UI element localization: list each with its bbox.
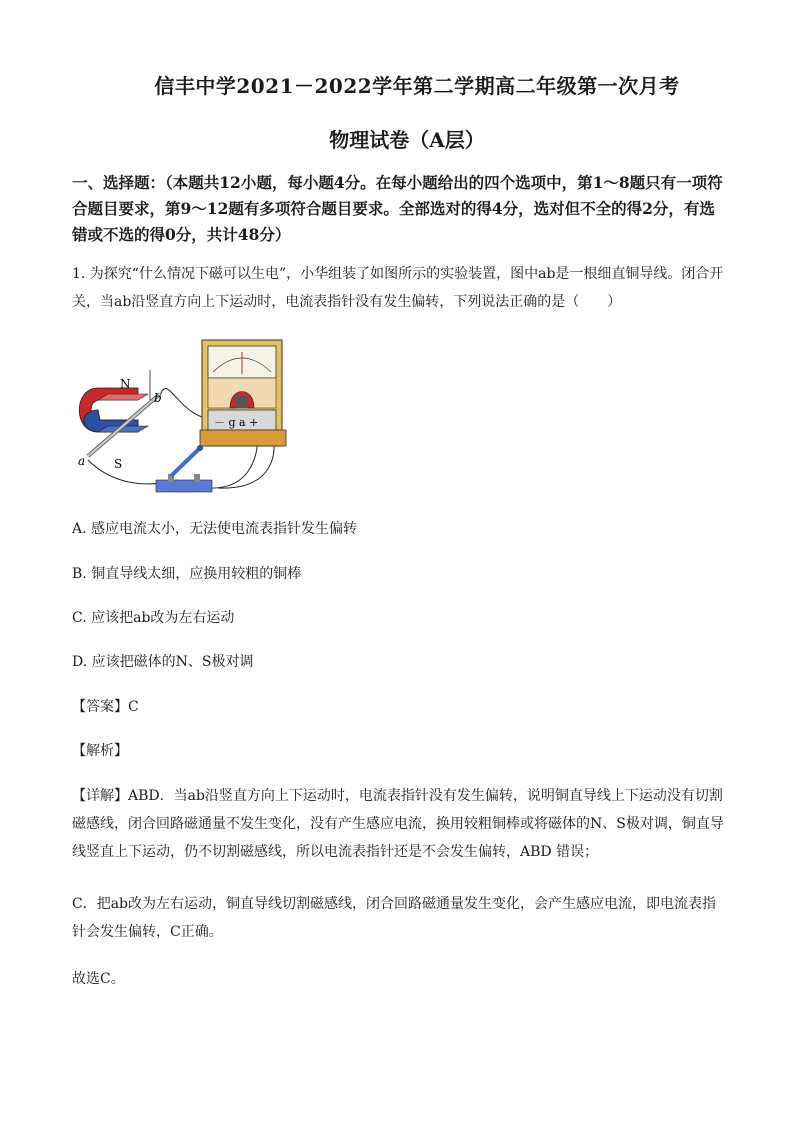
option-b: B. 铜直导线太细，应换用较粗的铜棒 — [72, 566, 302, 582]
switch — [156, 445, 212, 492]
analysis-label: 【解析】 — [72, 743, 128, 759]
label-N: N — [120, 377, 131, 391]
conclusion: 故选C。 — [72, 971, 125, 987]
label-a: a — [78, 454, 86, 468]
label-S: S — [114, 457, 123, 471]
label-b: b — [154, 391, 162, 405]
horseshoe-magnet — [79, 388, 148, 432]
exam-title: 信丰中学2021－2022学年第二学期高二年级第一次月考 — [154, 74, 680, 98]
question-1-stem: 1. 为探究“什么情况下磁可以生电”，小华组装了如图所示的实验装置，图中ab是一根细直铜导线。闭合开关，当ab沿竖直方向上下运动时，电流表指针没有发生偏转，下列说法正确的是（ ） — [72, 266, 724, 310]
option-d: D. 应该把磁体的N、S极对调 — [72, 654, 254, 670]
experiment-figure — [68, 330, 304, 505]
option-a: A. 感应电流太小，无法使电流表指针发生偏转 — [72, 521, 358, 537]
answer-label: 【答案】C — [72, 699, 139, 715]
section-heading: 一、选择题：（本题共12小题，每小题4分。在每小题给出的四个选项中，第1～8题只有一项符合题目要求，第9～12题有多项符合题目要求。全部选对的得4分，选对但不全的得2分，有选错或不选的得0分，共计48分） — [72, 173, 723, 244]
meter-terminals: － g a + — [214, 416, 259, 429]
detail-paragraph-1: 【详解】ABD．当ab沿竖直方向上下运动时，电流表指针没有发生偏转，说明铜直导线上下运动没有切割磁感线，闭合回路磁通量不发生变化，没有产生感应电流，换用较粗铜棒或将磁体的N、S极对调，铜直导线竖直上下运动，仍不切割磁感线，所以电流表指针还是不会发生偏转，ABD 错误； — [72, 788, 724, 860]
detail-paragraph-2: C．把ab改为左右运动，铜直导线切割磁感线，闭合回路磁通量发生变化，会产生感应电流，即电流表指针会发生偏转，C正确。 — [72, 896, 717, 940]
option-c: C. 应该把ab改为左右运动 — [72, 610, 235, 626]
galvanometer — [200, 340, 286, 446]
exam-subtitle: 物理试卷（A层） — [329, 128, 485, 152]
